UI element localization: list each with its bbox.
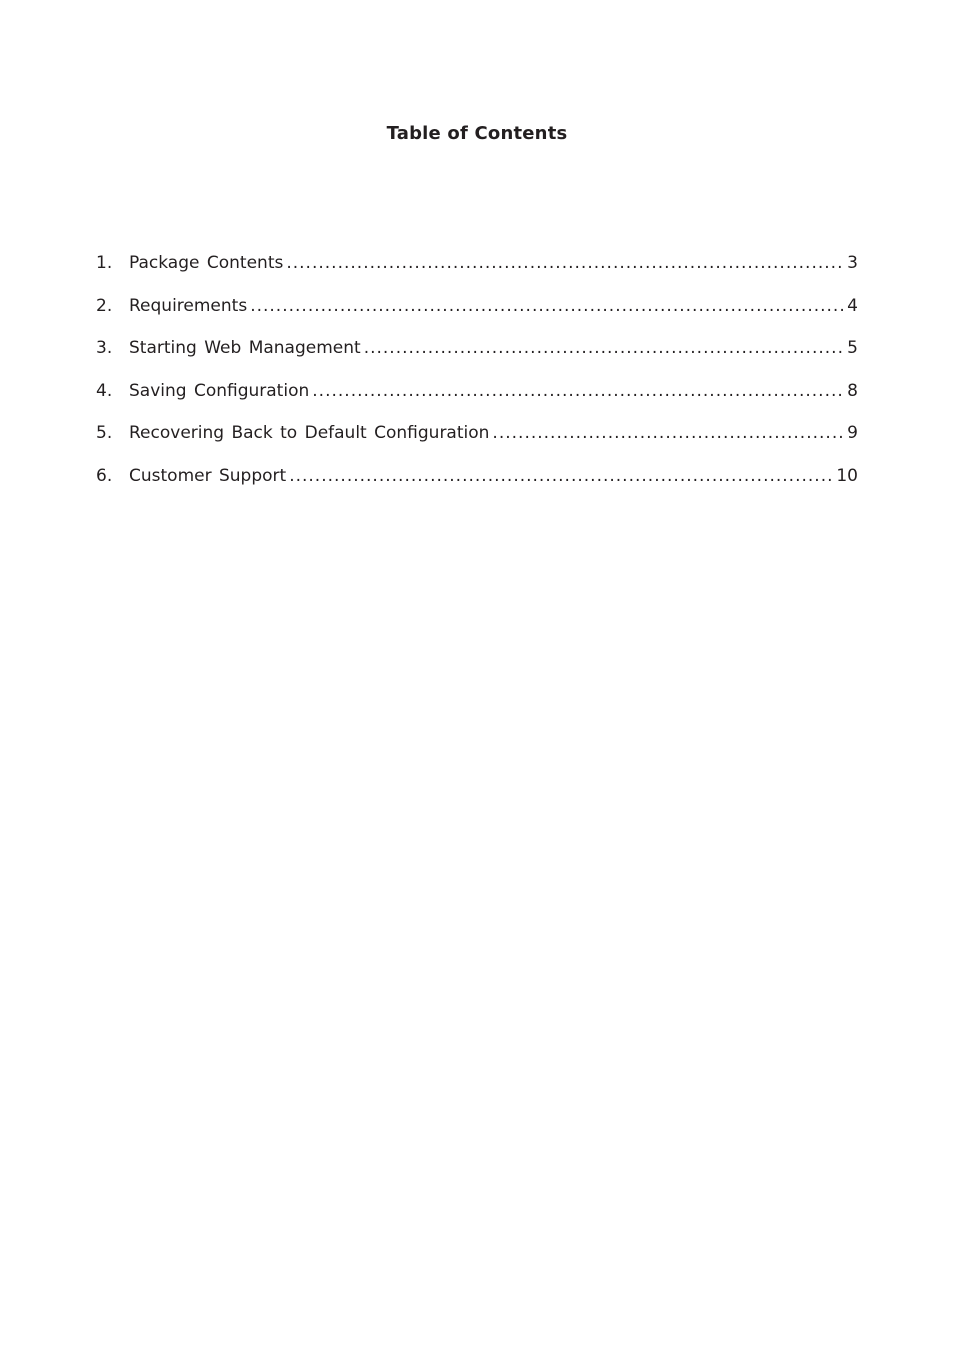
toc-entry-number: 1. <box>96 253 113 273</box>
toc-entry-label: Starting Web Management <box>129 338 361 358</box>
toc-entry-label: Requirements <box>129 295 248 316</box>
dot-leader <box>364 335 844 361</box>
toc-entry-number: 5. <box>96 423 113 443</box>
toc-entry-number: 3. <box>96 338 113 358</box>
toc-entry-number: 6. <box>96 465 113 486</box>
toc-entry-page: 5 <box>847 338 858 358</box>
toc-list <box>96 250 858 505</box>
toc-entry-page: 8 <box>847 380 858 401</box>
toc-entry-label: Customer Support <box>129 465 287 486</box>
dot-leader <box>286 250 844 276</box>
toc-entry-label: Package Contents <box>129 253 284 273</box>
toc-entry-label: Saving Configuration <box>129 380 310 401</box>
dot-leader <box>492 420 844 446</box>
toc-entry-number: 2. <box>96 295 113 316</box>
dot-leader <box>289 463 833 489</box>
toc-entry[interactable] <box>96 378 858 421</box>
dot-leader <box>250 293 844 319</box>
toc-entry[interactable] <box>96 335 858 378</box>
toc-entry[interactable] <box>96 463 858 506</box>
toc-entry-label: Recovering Back to Default Configuration <box>129 423 490 443</box>
dot-leader <box>312 378 844 404</box>
toc-entry-page: 9 <box>847 423 858 443</box>
toc-entry-number: 4. <box>96 380 113 401</box>
toc-entry[interactable] <box>96 293 858 336</box>
page-title: Table of Contents <box>386 123 568 144</box>
toc-entry-page: 10 <box>836 465 858 486</box>
toc-entry-page: 4 <box>847 295 858 316</box>
toc-entry[interactable] <box>96 420 858 463</box>
toc-entry[interactable] <box>96 250 858 293</box>
toc-entry-page: 3 <box>847 253 858 273</box>
